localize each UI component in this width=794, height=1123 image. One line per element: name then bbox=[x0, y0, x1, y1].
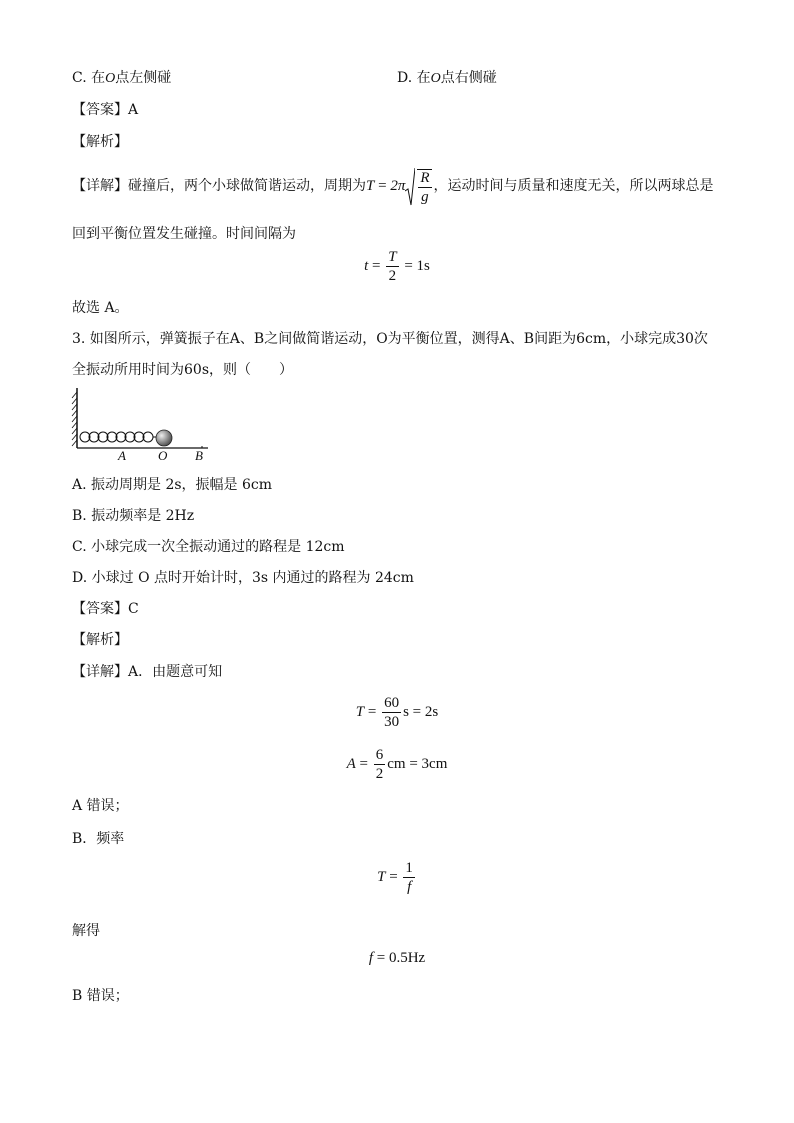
option-d bbox=[397, 67, 497, 87]
option-c-point: O bbox=[105, 71, 116, 86]
option-d-prefix: D. 在 bbox=[397, 70, 431, 86]
q3-option-a: A. 振动周期是 2s，振幅是 6cm bbox=[72, 477, 273, 493]
option-c-prefix: C. 在 bbox=[72, 70, 106, 86]
q3-analysis-label: 【解析】 bbox=[72, 632, 128, 648]
b-wrong: B 错误； bbox=[72, 988, 129, 1004]
option-d-suffix: 点右侧碰 bbox=[440, 70, 497, 86]
option-d-point: O bbox=[430, 71, 441, 86]
formula-t-f: T = $\frac{1}{f}$ bbox=[377, 860, 413, 895]
solve-label: 解得 bbox=[72, 923, 100, 939]
option-c bbox=[72, 67, 171, 87]
b-frequency-label: B．频率 bbox=[72, 831, 125, 847]
formula-period-t: T = $\frac{60}{30}$ s = 2s bbox=[355, 695, 439, 730]
q2-conclusion: 故选 A。 bbox=[72, 300, 129, 316]
answer-value: C bbox=[128, 601, 139, 617]
label-a: A bbox=[118, 448, 126, 463]
q3-answer bbox=[72, 598, 139, 618]
q2-analysis-label: 【解析】 bbox=[72, 134, 128, 150]
detail-a-text: A．由题意可知 bbox=[128, 664, 223, 680]
interval-formula: t = $\frac{T}{2}$ = 1s bbox=[364, 249, 430, 284]
label-o: O bbox=[158, 448, 168, 463]
q3-option-d: D. 小球过 O 点时开始计时，3s 内通过的路程为 24cm bbox=[72, 570, 414, 586]
answer-label: 【答案】 bbox=[72, 102, 128, 118]
q3-stem-line2: 全振动所用时间为60s，则（ ） bbox=[72, 362, 293, 378]
a-wrong: A 错误； bbox=[72, 798, 129, 814]
answer-label: 【答案】 bbox=[72, 601, 128, 617]
option-c-suffix: 点左侧碰 bbox=[115, 70, 172, 86]
q3-detail-a bbox=[72, 661, 222, 681]
period-formula: T = 2π $\frac{R}{g}$ bbox=[366, 178, 434, 194]
detail-label: 【详解】 bbox=[72, 664, 128, 680]
sqrt-fraction: $\frac{R}{g}$ bbox=[417, 169, 431, 205]
label-b: B bbox=[195, 448, 203, 463]
sqrt-sign bbox=[405, 167, 415, 207]
q2-answer bbox=[72, 99, 138, 119]
q2-detail-line1 bbox=[72, 164, 714, 208]
q2-detail-line2: 回到平衡位置发生碰撞。时间间隔为 bbox=[72, 226, 296, 242]
ball bbox=[156, 430, 172, 446]
q3-option-c: C. 小球完成一次全振动通过的路程是 12cm bbox=[72, 539, 345, 555]
q3-option-b: B. 振动频率是 2Hz bbox=[72, 508, 195, 524]
answer-value: A bbox=[128, 102, 139, 118]
formula-frequency: f = 0.5Hz bbox=[368, 950, 426, 966]
detail-text-before: 碰撞后，两个小球做简谐运动，周期为 bbox=[128, 178, 366, 194]
spring-oscillator-figure bbox=[70, 386, 220, 466]
q3-stem-line1: 3. 如图所示，弹簧振子在A、B之间做简谐运动，O为平衡位置，测得A、B间距为6cm，小球完成30次 bbox=[72, 331, 708, 347]
formula-amplitude: A = $\frac{6}{2}$ cm = 3cm bbox=[346, 747, 448, 782]
detail-label: 【详解】 bbox=[72, 178, 128, 194]
detail-text-after: ，运动时间与质量和速度无关，所以两球总是 bbox=[433, 178, 714, 194]
